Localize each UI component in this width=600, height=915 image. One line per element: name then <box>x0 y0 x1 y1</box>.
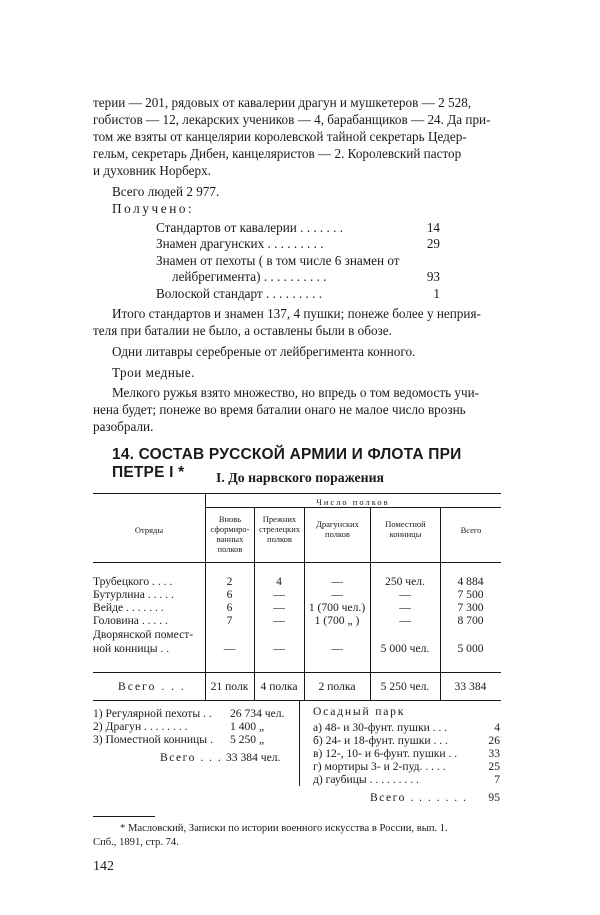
table-cell: — <box>273 642 285 655</box>
received-item-value: 14 <box>426 220 440 235</box>
table-cell: 6 <box>226 588 233 601</box>
table-cell: — <box>223 642 236 655</box>
after-p4-line-2: нена будет; понеже во время баталии онаго не малое число врознь <box>93 402 466 417</box>
table-cell: 2 <box>226 575 233 588</box>
siege-item-value: 26 <box>488 734 500 747</box>
col-header-total: Всего <box>460 525 482 535</box>
table-cell: 7 300 <box>457 601 484 614</box>
footnote-line-1: * Масловский, Записки по истории военного искусства в России, вып. 1. <box>120 823 448 834</box>
siege-total-value: 95 <box>488 791 500 804</box>
breakdown-item-label: 3) Поместной конницы . <box>93 733 213 746</box>
siege-item-value: 25 <box>488 760 500 773</box>
table-cell: — <box>399 601 411 614</box>
table-total-cell: 5 250 чел. <box>380 680 430 693</box>
breakdown-item-value: 26 734 чел. <box>230 707 285 720</box>
table-row-name: Трубецкого . . . . <box>93 575 173 588</box>
breakdown-item-label: 1) Регулярной пехоты . . <box>93 707 212 720</box>
table-cell: 4 <box>276 575 282 588</box>
table-cell: 7 <box>226 614 233 627</box>
siege-total-label: Всего . . . . . . . <box>370 791 468 804</box>
table-cell: 250 чел. <box>385 575 425 588</box>
table-row-name: Бутурлина . . . . . <box>93 588 174 601</box>
table-cell: 7 500 <box>457 588 484 601</box>
table-cell: — <box>331 575 343 588</box>
table-cell: — <box>399 588 411 601</box>
siege-title: Осадный парк <box>313 705 406 718</box>
col-header-detachments: Отряды <box>134 525 164 535</box>
after-p1-line-1: Итого стандартов и знамен 137, 4 пушки; понеже более у неприя- <box>112 306 481 321</box>
table-row-name: Головина . . . . . <box>93 614 168 627</box>
received-label: Получено: <box>112 201 195 216</box>
after-p4-line-1: Мелкого ружья взято множество, но впредь о том ведомость учи- <box>112 385 480 400</box>
group-header: Число полков <box>316 497 390 507</box>
received-item-label: Волоской стандарт . . . . . . . . . <box>156 286 323 301</box>
received-item-label: лейбрегимента) . . . . . . . . . . <box>172 269 327 284</box>
after-p2: Одни литавры серебреные от лейбрегимента конного. <box>112 344 416 359</box>
received-item-label: Знамен драгунских . . . . . . . . . <box>156 236 324 251</box>
group-header-rule <box>205 507 501 508</box>
table-total-label: Всего . . . <box>118 680 186 693</box>
bottom-divider <box>299 700 300 786</box>
intro-line-5: и духовник Норберх. <box>93 163 211 178</box>
table-cell: 1 (700 „ ) <box>314 614 360 627</box>
footnote-line-2: Спб., 1891, стр. 74. <box>93 837 179 848</box>
section-title: 14. СОСТАВ РУССКОЙ АРМИИ И ФЛОТА ПРИ ПЕТРЕ I * <box>112 446 462 481</box>
table-cell: 5 000 <box>457 642 484 655</box>
footnote-rule <box>93 816 155 817</box>
col-header-dragoons: Драгунских полков <box>316 519 359 539</box>
breakdown-item-value: 1 400 „ <box>230 720 265 733</box>
siege-item-value: 4 <box>494 721 500 734</box>
table-cell: 6 <box>226 601 233 614</box>
section-subtitle: I. До нарвского поражения <box>215 470 385 485</box>
table-top-rule <box>93 493 501 494</box>
col-header-cavalry: Поместной конницы <box>385 519 426 539</box>
table-cell: 4 884 <box>457 575 484 588</box>
table-cell: — <box>399 614 411 627</box>
intro-line-4: гельм, секретарь Дибен, канцеляристов — 2. Королевский пастор <box>93 146 462 161</box>
table-total-cell: 2 полка <box>318 680 356 693</box>
table-cell: — <box>331 588 343 601</box>
total-people: Всего людей 2 977. <box>112 184 220 199</box>
breakdown-total-value: 33 384 чел. <box>226 751 281 764</box>
received-item-value: 1 <box>433 286 440 301</box>
after-p3: Трои медные. <box>112 365 195 380</box>
received-item-label: Стандартов от кавалерии . . . . . . . <box>156 220 344 235</box>
table-cell: — <box>273 601 285 614</box>
table-cell: — <box>273 614 285 627</box>
siege-item-label: б) 24- и 18-фунт. пушки . . . <box>313 734 448 747</box>
table-cell: 8 700 <box>457 614 484 627</box>
intro-line-3: том же взяты от канцелярии королевской тайной секретарь Цедер- <box>93 129 467 144</box>
table-bottom-rule <box>93 700 501 701</box>
breakdown-item-value: 5 250 „ <box>230 733 265 746</box>
table-total-cell: 21 полк <box>210 680 249 693</box>
siege-item-label: г) мортиры 3- и 2-пуд. . . . . <box>313 760 446 773</box>
table-row-name: Дворянской помест- <box>93 628 194 641</box>
after-p4-line-3: разобрали. <box>93 419 154 434</box>
table-total-cell: 4 полка <box>260 680 298 693</box>
table-cell: — <box>331 642 343 655</box>
table-cell: 1 (700 чел.) <box>308 601 366 614</box>
intro-line-1: терии — 201, рядовых от кавалерии драгун и мушкетеров — 2 528, <box>93 95 472 110</box>
table-row-name: Вейде . . . . . . . <box>93 601 164 614</box>
siege-item-label: а) 48- и 30-фунт. пушки . . . <box>313 721 448 734</box>
siege-item-value: 7 <box>494 773 500 786</box>
breakdown-item-label: 2) Драгун . . . . . . . . <box>93 720 188 733</box>
siege-item-label: д) гаубицы . . . . . . . . . <box>313 773 419 786</box>
received-item-value: 29 <box>426 236 440 251</box>
col-header-streltsy: Прежних стрелецких полков <box>258 514 301 544</box>
after-p1-line-2: теля при баталии не было, а оставлены были в обозе. <box>93 323 392 338</box>
col-header-new: Вновь сформиро-ванных полков <box>210 514 250 554</box>
table-cell: — <box>273 588 285 601</box>
table-row-name: ной конницы . . <box>93 642 170 655</box>
table-total-cell: 33 384 <box>454 680 487 693</box>
table-cell: 5 000 чел. <box>380 642 430 655</box>
received-item-value: 93 <box>426 269 440 284</box>
received-item-label: Знамен от пехоты ( в том числе 6 знамен от <box>156 253 400 268</box>
siege-item-label: в) 12-, 10- и 6-фунт. пушки . . <box>313 747 458 760</box>
page-number: 142 <box>93 859 114 874</box>
intro-line-2: гобистов — 12, лекарских учеников — 4, барабанщиков — 24. Да при- <box>93 112 491 127</box>
breakdown-total-label: Всего . . . <box>160 751 223 764</box>
siege-item-value: 33 <box>488 747 500 760</box>
